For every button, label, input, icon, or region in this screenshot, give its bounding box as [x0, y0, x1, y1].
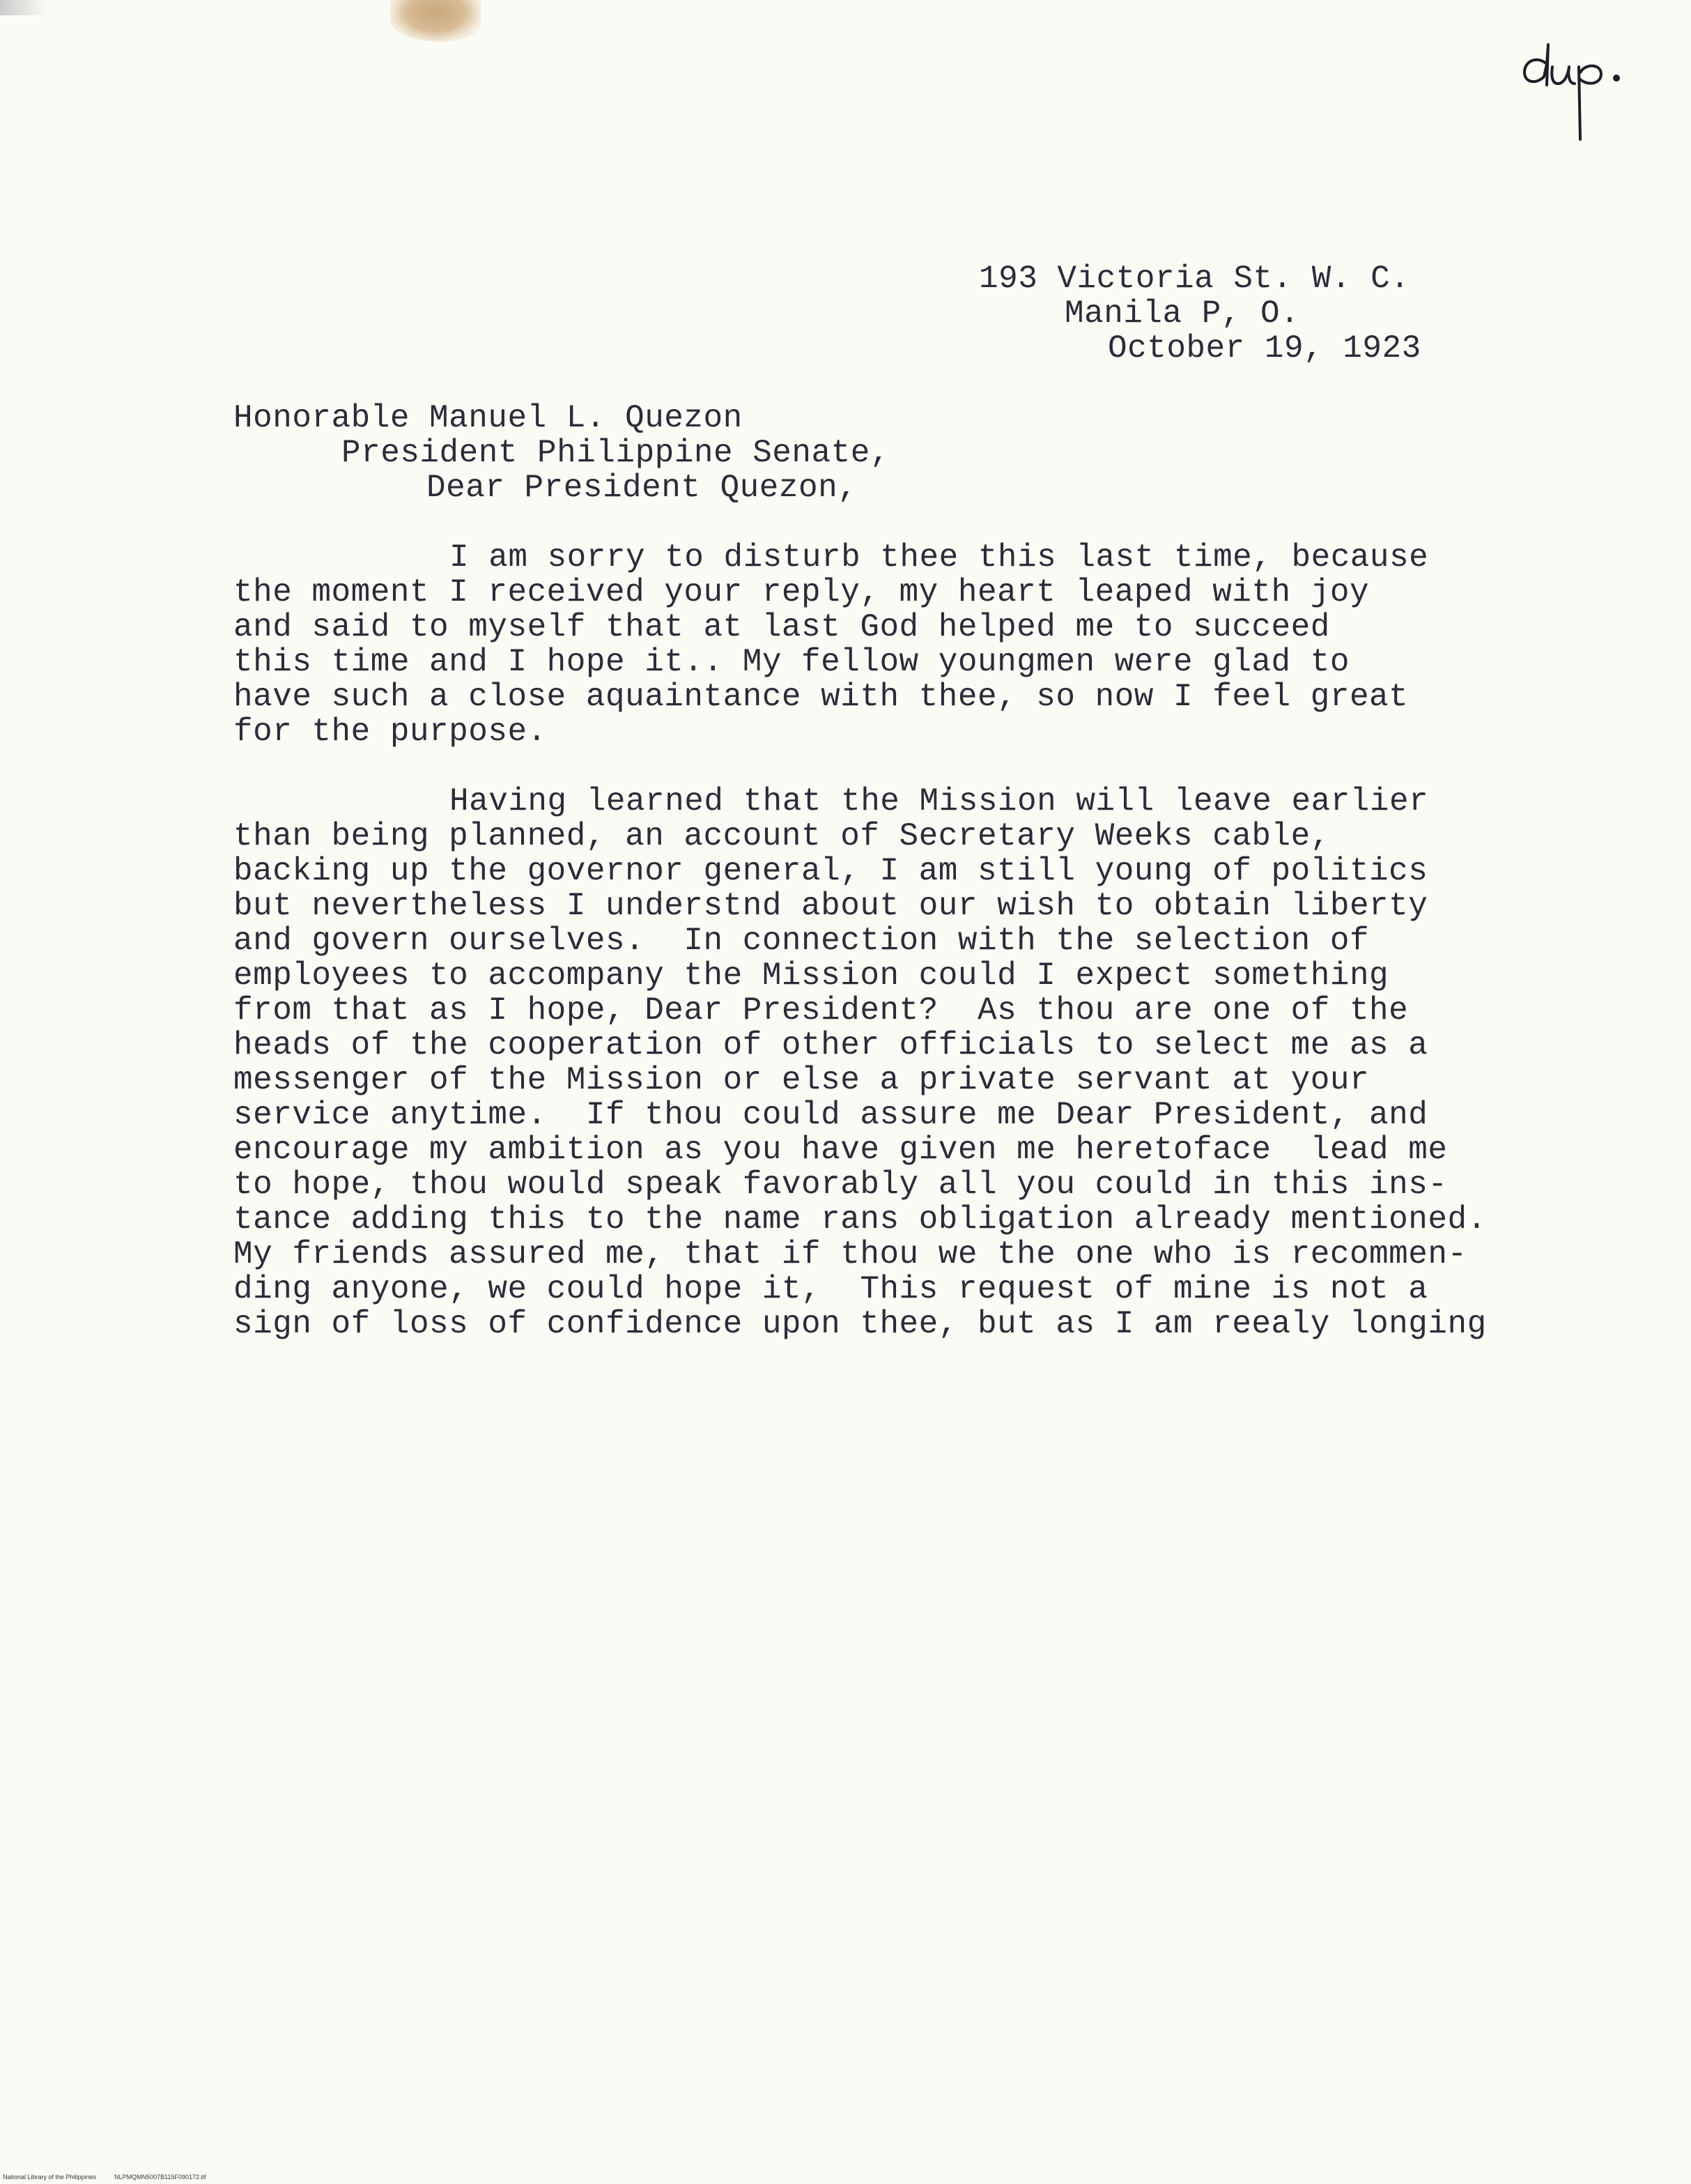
paragraph-line: encourage my ambition as you have given me heretoface lead me — [233, 1132, 1448, 1168]
paragraph-line: service anytime. If thou could assure me Dear President, and — [233, 1097, 1428, 1133]
handwritten-annotation — [1519, 42, 1630, 146]
paragraph-line: Having learned that the Mission will leave earlier — [449, 783, 1429, 820]
greeting: Dear President Quezon, — [426, 470, 858, 506]
paragraph-line: employees to accompany the Mission could I expect something — [233, 958, 1389, 994]
paragraph-line: I am sorry to disturb thee this last time, because — [449, 539, 1429, 576]
scan-footer — [3, 2174, 224, 2181]
address-city: Manila P, O. — [1065, 295, 1300, 332]
scan-edge-mark — [0, 0, 49, 15]
address-street: 193 Victoria St. W. C. — [979, 261, 1410, 297]
recipient-name: Honorable Manuel L. Quezon — [233, 400, 743, 436]
paragraph-line: backing up the governor general, I am still young of politics — [233, 853, 1428, 889]
footer-filename: NLPMQMN5007B115F090172.tif — [114, 2174, 206, 2181]
paragraph-line: sign of loss of confidence upon thee, but as I am reealy longing — [233, 1306, 1487, 1342]
paper-stain — [390, 0, 481, 42]
paragraph-line: tance adding this to the name rans obligation already mentioned. — [233, 1201, 1487, 1238]
paragraph-line: than being planned, an account of Secretary Weeks cable, — [233, 818, 1330, 854]
paragraph-line: have such a close aquaintance with thee, so now I feel great — [233, 679, 1409, 715]
paragraph-line: and said to myself that at last God helped me to succeed — [233, 609, 1330, 645]
paragraph-line: My friends assured me, that if thou we the one who is recommen- — [233, 1236, 1467, 1272]
recipient-title: President Philippine Senate, — [341, 435, 890, 471]
paragraph-line: ding anyone, we could hope it, This request of mine is not a — [233, 1271, 1428, 1307]
paragraph-line: and govern ourselves. In connection with the selection of — [233, 923, 1370, 959]
paragraph-line: the moment I received your reply, my heart leaped with joy — [233, 574, 1370, 610]
paragraph-line: this time and I hope it.. My fellow youngmen were glad to — [233, 644, 1350, 680]
paragraph-line: heads of the cooperation of other officials to select me as a — [233, 1027, 1428, 1063]
paragraph-line: messenger of the Mission or else a private servant at your — [233, 1062, 1370, 1098]
paragraph-line: to hope, thou would speak favorably all you could in this ins- — [233, 1167, 1448, 1203]
paragraph-line: but nevertheless I understnd about our wish to obtain liberty — [233, 888, 1428, 924]
letter-date: October 19, 1923 — [1108, 330, 1421, 367]
paragraph-line: for the purpose. — [233, 714, 547, 750]
paragraph-line: from that as I hope, Dear President? As thou are one of the — [233, 992, 1409, 1029]
footer-library: National Library of the Philippines — [3, 2174, 97, 2181]
